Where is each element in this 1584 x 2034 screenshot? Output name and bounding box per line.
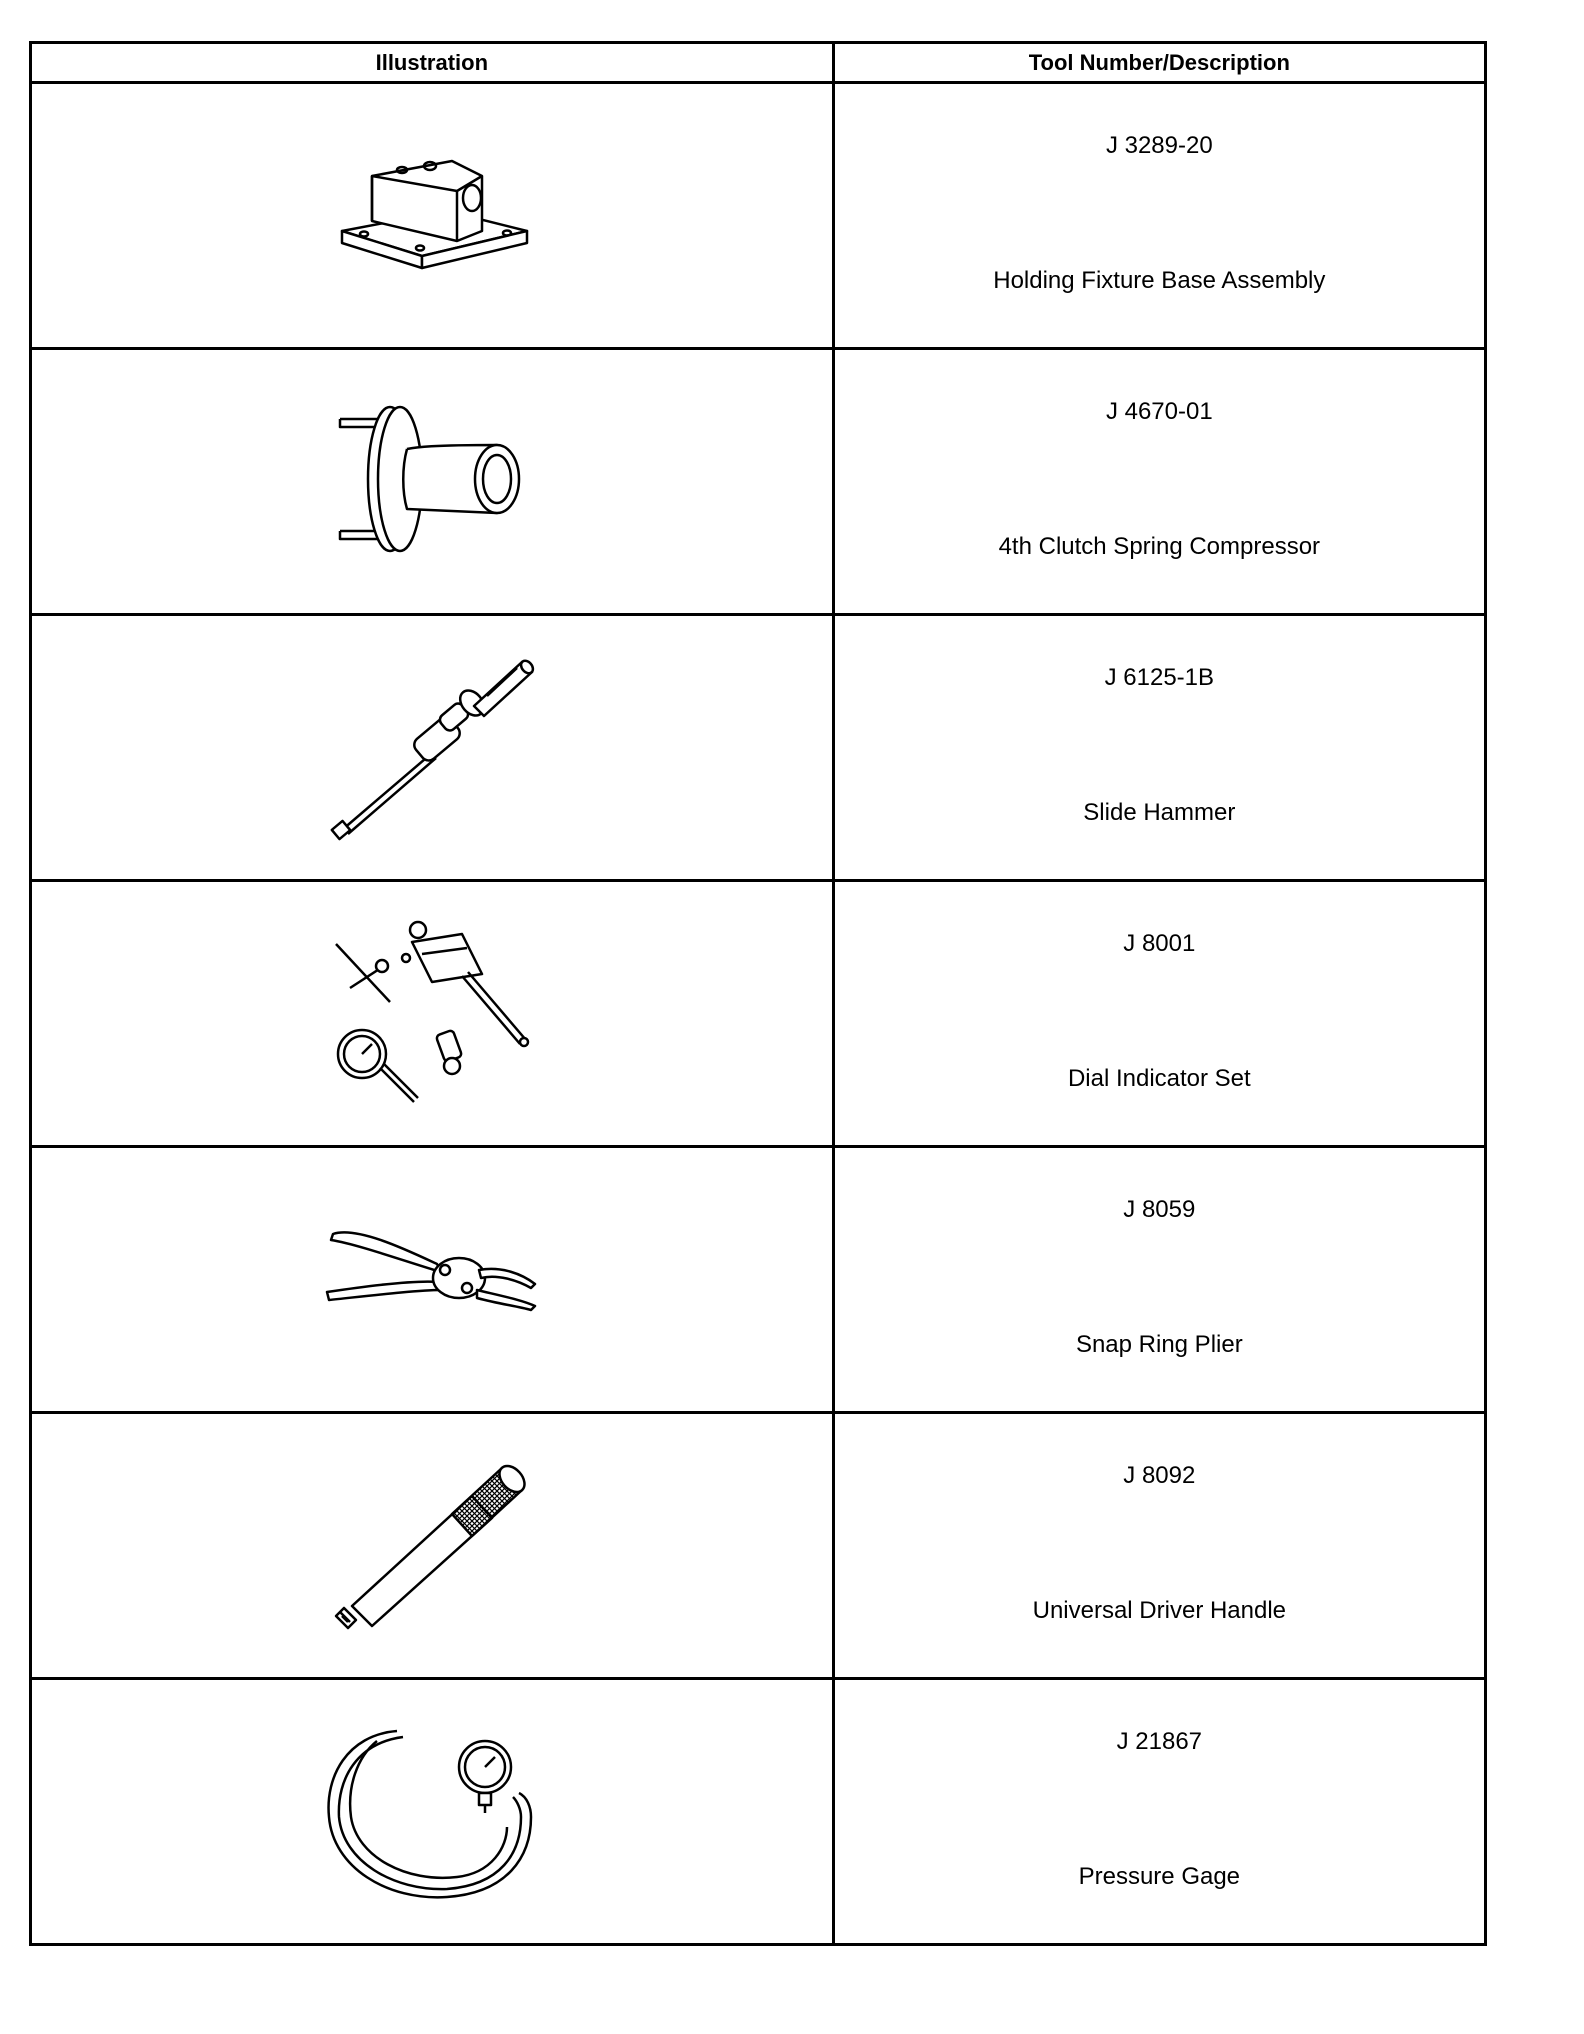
description-cell bbox=[833, 881, 1485, 1147]
spring-compressor-icon bbox=[322, 397, 542, 567]
dial-indicator-icon bbox=[322, 914, 542, 1114]
tool-number: J 6125-1B bbox=[1104, 664, 1215, 691]
holding-fixture-icon bbox=[312, 136, 552, 296]
tool-header: Tool Number/Description bbox=[833, 43, 1485, 83]
tool-description: 4th Clutch Spring Compressor bbox=[998, 533, 1321, 560]
illustration-cell bbox=[31, 881, 834, 1147]
illustration-cell bbox=[31, 1679, 834, 1945]
table-row bbox=[31, 1679, 1486, 1945]
description-cell bbox=[833, 83, 1485, 349]
tool-number: J 8059 bbox=[1123, 1196, 1196, 1223]
description-cell bbox=[833, 1413, 1485, 1679]
illustration-cell bbox=[31, 1413, 834, 1679]
table-row bbox=[31, 83, 1486, 349]
tool-description: Holding Fixture Base Assembly bbox=[993, 267, 1326, 294]
table-row bbox=[31, 1413, 1486, 1679]
table-row bbox=[31, 881, 1486, 1147]
pressure-gage-icon bbox=[317, 1717, 547, 1907]
slide-hammer-icon bbox=[322, 648, 542, 848]
description-cell bbox=[833, 615, 1485, 881]
illustration-cell bbox=[31, 349, 834, 615]
table-row bbox=[31, 1147, 1486, 1413]
tool-description: Dial Indicator Set bbox=[1067, 1065, 1251, 1092]
description-cell bbox=[833, 1679, 1485, 1945]
illustration-header: Illustration bbox=[31, 43, 834, 83]
illustration-cell bbox=[31, 1147, 834, 1413]
driver-handle-icon bbox=[322, 1456, 542, 1636]
tool-number: J 4670-01 bbox=[1105, 398, 1213, 425]
tool-number: J 8001 bbox=[1123, 930, 1196, 957]
tool-number: J 3289-20 bbox=[1105, 132, 1213, 159]
snap-ring-plier-icon bbox=[317, 1210, 547, 1350]
description-cell bbox=[833, 349, 1485, 615]
tool-description: Slide Hammer bbox=[1083, 799, 1236, 826]
tool-description: Pressure Gage bbox=[1078, 1863, 1241, 1890]
header-row bbox=[31, 43, 1486, 83]
illustration-cell bbox=[31, 83, 834, 349]
table-row bbox=[31, 615, 1486, 881]
description-cell bbox=[833, 1147, 1485, 1413]
tool-description: Snap Ring Plier bbox=[1075, 1331, 1243, 1358]
tool-description: Universal Driver Handle bbox=[1032, 1597, 1287, 1624]
special-tools-table bbox=[29, 41, 1487, 1946]
tool-number: J 8092 bbox=[1123, 1462, 1196, 1489]
tool-number: J 21867 bbox=[1116, 1728, 1203, 1755]
illustration-cell bbox=[31, 615, 834, 881]
table-row bbox=[31, 349, 1486, 615]
